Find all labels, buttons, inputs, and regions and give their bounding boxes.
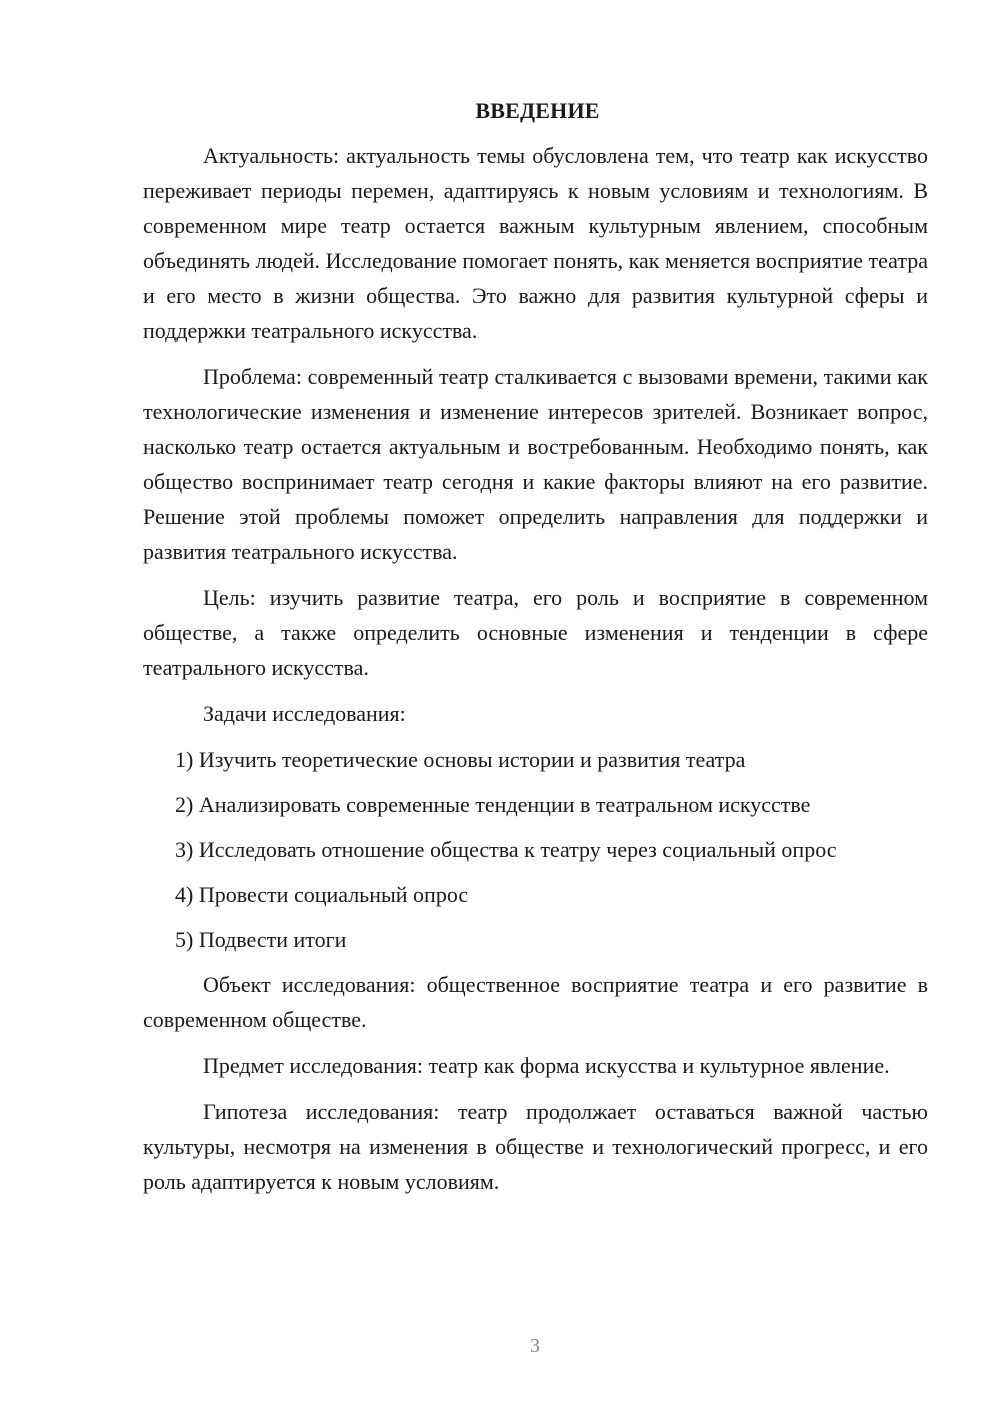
page-number: 3 — [530, 1335, 540, 1357]
list-item: 2) Анализировать современные тенденции в театральном искусстве — [175, 792, 811, 817]
list-item: 5) Подвести итоги — [175, 927, 347, 952]
list-item: 4) Провести социальный опрос — [175, 882, 469, 907]
hypothesis-paragraph: Гипотеза исследования: театр продолжает оставаться важной частью культуры, несмотря на изменения в обществе и технологический прогресс, и его роль адаптируется к новым условиям. — [143, 1099, 928, 1194]
section-heading: ВВЕДЕНИЕ — [475, 98, 600, 123]
problem-paragraph: Проблема: современный театр сталкивается с вызовами времени, такими как технологические изменения и изменение интересов зрителей. Возникает вопрос, насколько театр остается актуальным и востребованным. Необходимо понять, как общество воспринимает театр сегодня и какие факторы влияют на его развитие. Решение этой проблемы поможет определить направления для поддержки и развития театрального искусства. — [143, 364, 928, 564]
relevance-paragraph: Актуальность: актуальность темы обусловлена тем, что театр как искусство переживает периоды перемен, адаптируясь к новым условиям и технологиям. В современном мире театр остается важным культурным явлением, способным объединять людей. Исследование помогает понять, как меняется восприятие театра и его место в жизни общества. Это важно для развития культурной сферы и поддержки театрального искусства. — [143, 143, 928, 343]
document-page — [143, 96, 928, 1199]
list-item: 1) Изучить теоретические основы истории и развития театра — [175, 747, 746, 772]
object-paragraph: Объект исследования: общественное восприятие театра и его развитие в современном обществе. — [143, 972, 928, 1032]
goal-paragraph: Цель: изучить развитие театра, его роль и восприятие в современном обществе, а также определить основные изменения и тенденции в сфере театрального искусства. — [143, 585, 928, 680]
subject-paragraph: Предмет исследования: театр как форма искусства и культурное явление. — [203, 1053, 890, 1078]
tasks-list — [143, 742, 928, 957]
tasks-heading: Задачи исследования: — [203, 701, 406, 726]
list-item: 3) Исследовать отношение общества к театру через социальный опрос — [175, 837, 837, 862]
